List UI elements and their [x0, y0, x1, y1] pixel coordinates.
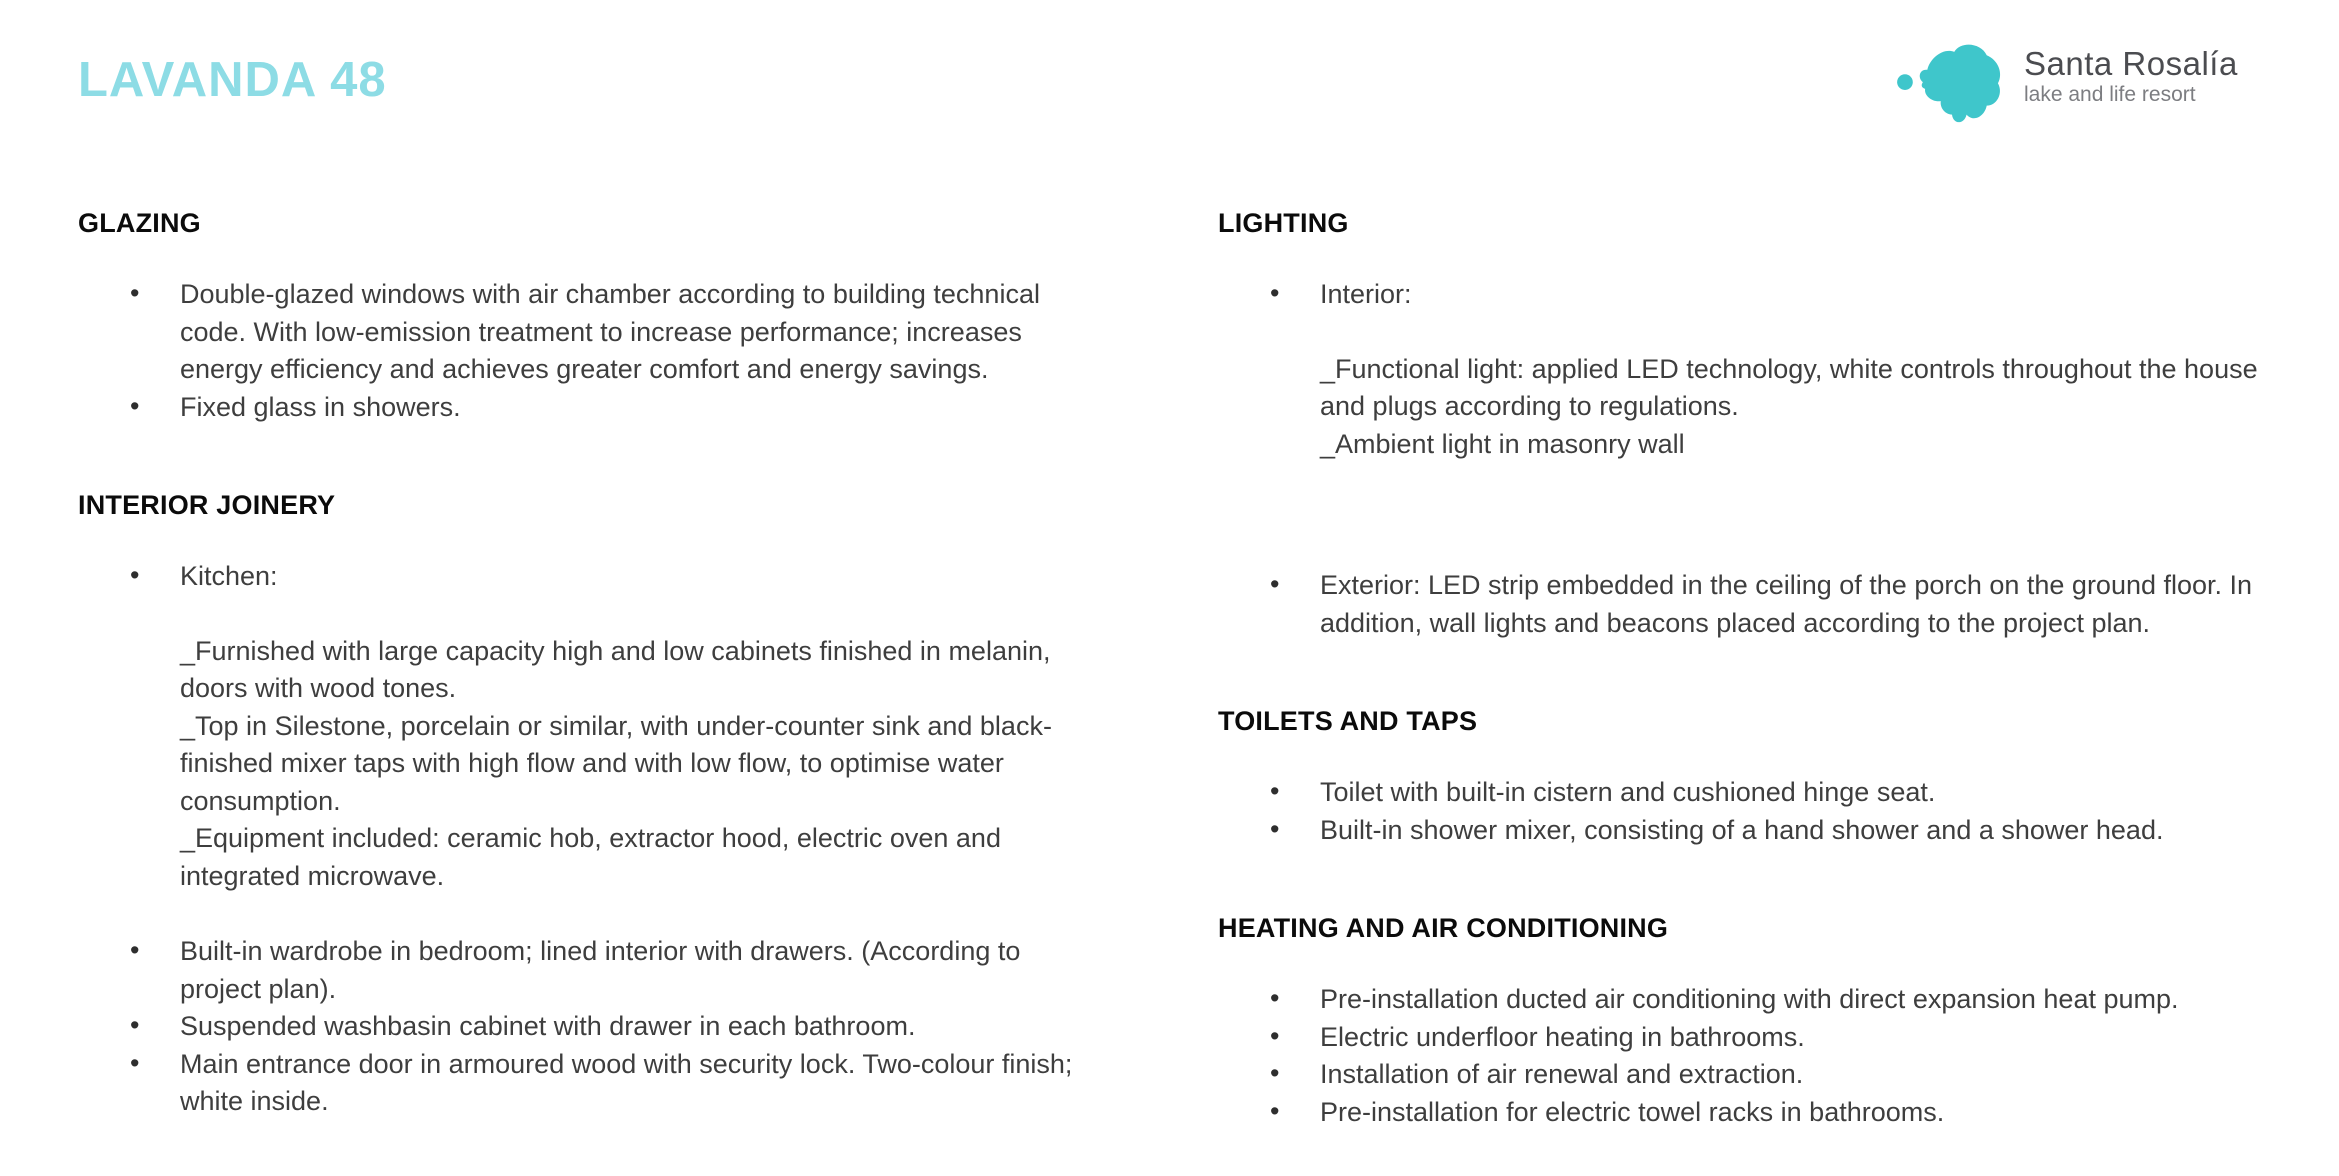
section-heading: LIGHTING: [1218, 208, 1349, 238]
list-item: [78, 1046, 1106, 1121]
content-columns: [78, 206, 2264, 1176]
sub-details: [180, 633, 1106, 896]
list-item-text: Built-in shower mixer, consisting of a hand shower and a shower head.: [1320, 814, 2164, 845]
section-interior-joinery: [78, 488, 1106, 1121]
list-item: [78, 558, 1106, 895]
sub-detail-line: _Functional light: applied LED technology, white controls throughout the house and plugs according to regulations.: [1320, 353, 2258, 421]
list-item-text: Electric underfloor heating in bathrooms.: [1320, 1021, 1805, 1052]
list-item: [78, 276, 1106, 389]
list-item-text: Pre-installation for electric towel racks in bathrooms.: [1320, 1096, 1945, 1127]
list-item: [78, 933, 1106, 1008]
sub-details: [1320, 351, 2264, 464]
spec-list: [78, 558, 1106, 1121]
list-item: [1218, 812, 2264, 850]
spec-list: [78, 276, 1106, 426]
brand-tagline: lake and life resort: [2024, 83, 2196, 106]
list-item: [1218, 1056, 2264, 1094]
list-item: [1218, 1019, 2264, 1057]
right-column: [1218, 206, 2264, 1176]
section-heading: HEATING AND AIR CONDITIONING: [1218, 913, 1669, 943]
lake-blob-icon: [1896, 36, 2008, 131]
list-item: [78, 1008, 1106, 1046]
sub-detail-line: _Furnished with large capacity high and low cabinets finished in melanin, doors with wood tones.: [180, 635, 1051, 703]
section-glazing: [78, 206, 1106, 426]
section-heading: INTERIOR JOINERY: [78, 490, 336, 520]
page-title: LAVANDA 48: [78, 53, 387, 107]
section-heading: GLAZING: [78, 208, 201, 238]
section-heading: TOILETS AND TAPS: [1218, 706, 1478, 736]
sub-detail-line: _Top in Silestone, porcelain or similar, with under-counter sink and black-finished mixer taps with high flow and with low flow, to optimise water consumption.: [180, 710, 1052, 816]
list-item: [1218, 567, 2264, 642]
brand-logo-text: [2024, 36, 2238, 107]
section-toilets-taps: [1218, 704, 2264, 849]
sub-detail-line: _Ambient light in masonry wall: [1320, 428, 1685, 459]
brand-name: Santa Rosalía: [2024, 45, 2238, 82]
left-column: [78, 206, 1106, 1176]
section-lighting: [1218, 206, 2264, 642]
list-item-text: Interior:: [1320, 279, 1412, 309]
spec-list: [1218, 276, 2264, 642]
list-item-text: Double-glazed windows with air chamber according to building technical code. With low-emission treatment to increase performance; increases energy efficiency and achieves greater comfort and energy savings.: [180, 279, 1040, 384]
list-item: [1218, 1094, 2264, 1132]
list-item-text: Fixed glass in showers.: [180, 391, 461, 422]
list-item-text: Built-in wardrobe in bedroom; lined interior with drawers. (According to project plan).: [180, 936, 1021, 1004]
list-item-text: Main entrance door in armoured wood with security lock. Two-colour finish; white inside.: [180, 1048, 1073, 1116]
brand-logo: [1896, 36, 2238, 131]
list-item-text: Exterior: LED strip embedded in the ceiling of the porch on the ground floor. In addition, wall lights and beacons placed according to the project plan.: [1320, 570, 2253, 638]
list-item-text: Pre-installation ducted air conditioning with direct expansion heat pump.: [1320, 984, 2179, 1014]
section-heating-air-conditioning: [1218, 911, 2264, 1131]
list-item: [78, 389, 1106, 427]
list-item: [1218, 981, 2264, 1019]
list-item: [1218, 774, 2264, 812]
list-item: [1218, 276, 2264, 463]
list-item-text: Installation of air renewal and extraction.: [1320, 1059, 1804, 1089]
spec-list: [1218, 981, 2264, 1131]
list-item-text: Toilet with built-in cistern and cushioned hinge seat.: [1320, 777, 1936, 807]
list-item-text: Suspended washbasin cabinet with drawer in each bathroom.: [180, 1011, 916, 1041]
sub-detail-line: _Equipment included: ceramic hob, extractor hood, electric oven and integrated microwave.: [180, 823, 1001, 891]
spec-list: [1218, 774, 2264, 849]
list-item-text: Kitchen:: [180, 561, 278, 591]
